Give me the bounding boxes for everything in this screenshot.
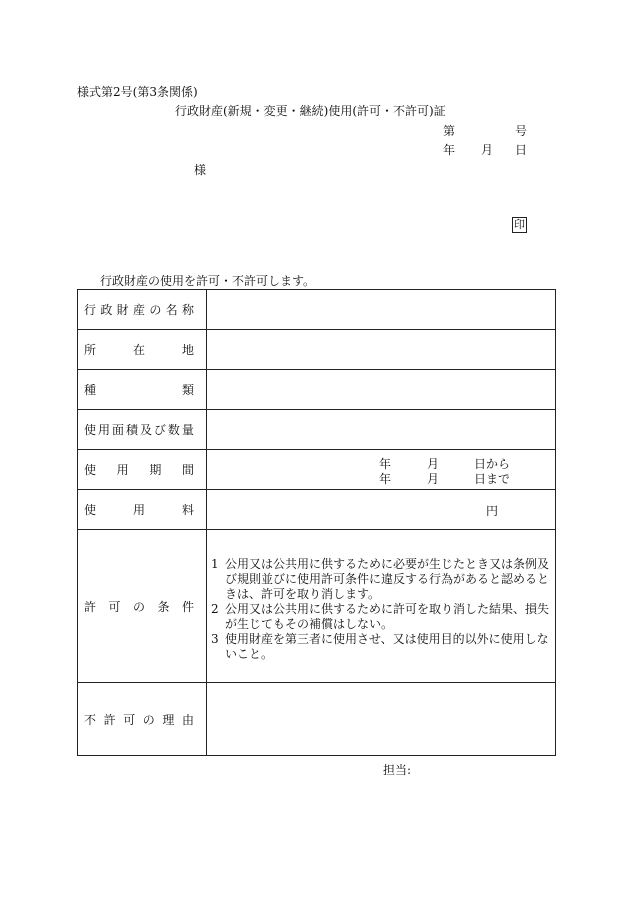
table-row (78, 490, 556, 530)
label-char: 用 (132, 503, 145, 517)
period-from-line (207, 455, 555, 469)
label-char: 称 (181, 303, 194, 317)
label-char: 使 (84, 423, 97, 437)
label-char: 条 (157, 599, 170, 614)
condition-number: 3 (211, 631, 219, 646)
table-row (78, 330, 556, 370)
period-until-year: 年 (379, 472, 392, 486)
period-until-month: 月 (427, 472, 440, 486)
condition-text: 公用又は公共用に供するために必要が生じたとき又は条例及び規則並びに使用許可条件に違反する行為があると認めるときは、許可を取り消します。 (225, 556, 550, 601)
label-period (78, 450, 207, 490)
label-char: 及 (139, 423, 152, 437)
label-char: び (153, 423, 166, 437)
label-char: 許 (103, 712, 116, 727)
document-title: 行政財産(新規・変更・継続)使用(許可・不許可)証 (175, 104, 446, 118)
condition-number: 2 (211, 601, 219, 616)
label-char: 不 (84, 712, 97, 727)
label-type (78, 370, 207, 410)
label-char: 用 (116, 463, 129, 477)
label-location (78, 330, 207, 370)
value-period[interactable] (207, 450, 556, 490)
conditions-list (207, 551, 555, 662)
form-number: 様式第2号(第3条関係) (77, 85, 198, 99)
label-char: 用 (97, 423, 110, 437)
label-char: 名 (165, 303, 178, 317)
fee-unit: 円 (486, 504, 499, 518)
value-location[interactable] (207, 330, 556, 370)
date-day-label: 日 (515, 143, 528, 157)
addressee-suffix: 様 (194, 163, 207, 177)
label-char: 理 (162, 712, 175, 727)
label-char: 件 (181, 599, 194, 614)
label-char: 由 (181, 712, 194, 727)
permit-table (77, 289, 556, 756)
value-property-name[interactable] (207, 290, 556, 330)
condition-text: 使用財産を第三者に使用させ、又は使用目的以外に使用しないこと。 (225, 631, 549, 661)
label-char: 類 (181, 383, 194, 397)
condition-item (211, 557, 549, 602)
value-refusal-reason[interactable] (207, 683, 556, 756)
label-char: 地 (181, 343, 194, 357)
seal-mark: 印 (514, 218, 525, 231)
period-until-line (207, 470, 555, 484)
label-char: 使 (84, 503, 97, 517)
label-char: 可 (108, 599, 121, 614)
period-from-day: 日から (474, 457, 511, 471)
date-year-label: 年 (443, 143, 456, 157)
label-char: の (132, 599, 145, 614)
label-char: 所 (84, 343, 97, 357)
table-row (78, 450, 556, 490)
value-conditions (207, 530, 556, 683)
label-fee (78, 490, 207, 530)
period-until-day: 日まで (474, 472, 511, 486)
label-char: 在 (132, 343, 145, 357)
label-refusal-reason (78, 683, 207, 756)
table-row (78, 410, 556, 450)
date-month-label: 月 (481, 143, 494, 157)
label-char: の (149, 303, 162, 317)
label-area (78, 410, 207, 450)
label-property-name (78, 290, 207, 330)
condition-text: 公用又は公共用に供するために許可を取り消した結果、損失が生じてもその補償はしない。 (225, 601, 550, 631)
label-char: 行 (84, 303, 97, 317)
label-char: の (142, 712, 155, 727)
label-char: 量 (181, 423, 194, 437)
table-row (78, 370, 556, 410)
table-row (78, 530, 556, 683)
condition-number: 1 (211, 556, 219, 571)
value-fee[interactable] (207, 490, 556, 530)
label-char: 使 (84, 463, 97, 477)
label-char: 種 (84, 383, 97, 397)
condition-item (211, 632, 549, 662)
value-area[interactable] (207, 410, 556, 450)
label-char: 許 (84, 599, 97, 614)
label-char: 産 (132, 303, 145, 317)
label-char: 面 (111, 423, 124, 437)
table-row (78, 683, 556, 756)
number-suffix: 号 (515, 124, 528, 138)
label-conditions (78, 530, 207, 683)
period-from-year: 年 (379, 457, 392, 471)
label-char: 数 (167, 423, 180, 437)
label-char: 間 (181, 463, 194, 477)
period-from-month: 月 (427, 457, 440, 471)
value-type[interactable] (207, 370, 556, 410)
permission-statement: 行政財産の使用を許可・不許可します。 (100, 274, 316, 288)
label-char: 積 (125, 423, 138, 437)
label-char: 料 (181, 503, 194, 517)
label-char: 政 (100, 303, 113, 317)
person-in-charge-label: 担当: (383, 763, 412, 777)
number-prefix: 第 (443, 124, 456, 138)
label-char: 期 (149, 463, 162, 477)
label-char: 財 (116, 303, 129, 317)
condition-item (211, 602, 549, 632)
table-row (78, 290, 556, 330)
label-char: 可 (123, 712, 136, 727)
